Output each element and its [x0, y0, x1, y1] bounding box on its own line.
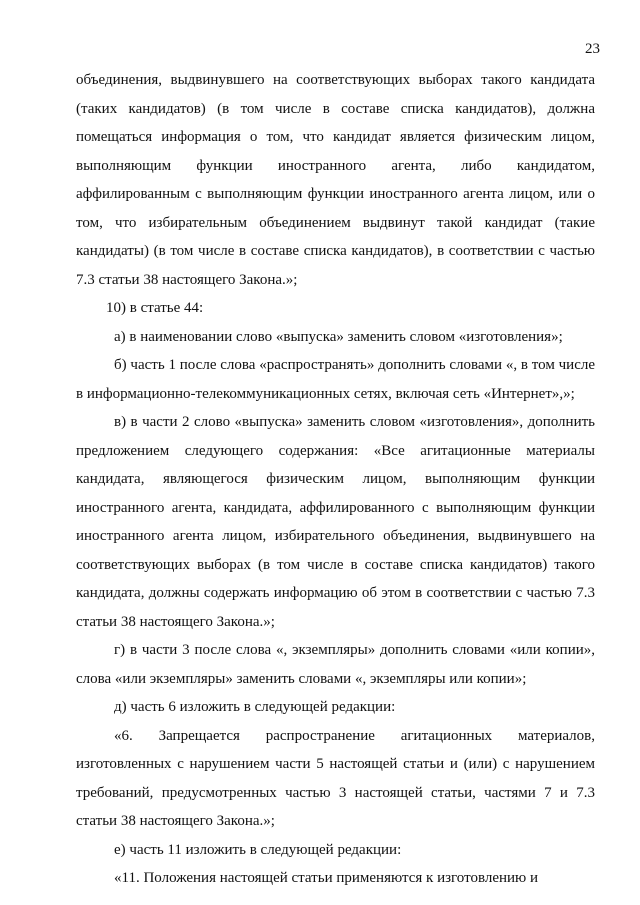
paragraph-item-10: 10) в статье 44: [106, 300, 204, 316]
paragraph-subitem-e: е) часть 11 изложить в следующей редакции: [114, 841, 402, 858]
paragraph-subitem-g: г) в части 3 после слова «, экземпляры» дополнить словами «или копии», слова «или экземпляры» заменить словами «, экземпляры или копии»; [76, 642, 595, 687]
paragraph-subitem-v: в) в части 2 слово «выпуска» заменить словом «изготовления», дополнить предложением следующего содержания: «Все агитационные материалы кандидата, являющегося физическим лицом, выполняющим функции иностранного агента, кандидата, аффилированного с выполняющим функции иностранного агента лицом, избирательного объединения, выдвинувшего на соответствующих выборах (в том числе в составе списка кандидатов) такого кандидата, должны содержать информацию об этом в соответствии с частью 7.3 статьи 38 настоящего Закона.»; [76, 414, 595, 630]
paragraph-subitem-a: а) в наименовании слово «выпуска» заменить словом «изготовления»; [114, 328, 563, 345]
paragraph-quote-part-6: «6. Запрещается распространение агитационных материалов, изготовленных с нарушением части 5 настоящей статьи и (или) с нарушением требований, предусмотренных частью 3 настоящей статьи, частями 7 и 7.3 статьи 38 настоящего Закона.»; [76, 727, 595, 829]
paragraph-continuation: объединения, выдвинувшего на соответствующих выборах такого кандидата (таких кандидатов) (в том числе в составе списка кандидатов), должна помещаться информация о том, что кандидат является физическим лицом, выполняющим функции иностранного агента, либо кандидатом, аффилированным с выполняющим функции иностранного агента лицом, или о том, что избирательным объединением выдвинут такой кандидат (такие кандидаты) (в том числе в составе списка кандидатов), в соответствии с частью 7.3 статьи 38 настоящего Закона.»; [76, 72, 595, 288]
paragraph-quote-part-11: «11. Положения настоящей статьи применяются к изготовлению и [114, 870, 539, 886]
paragraph-subitem-d: д) часть 6 изложить в следующей редакции: [114, 699, 396, 715]
document-body [76, 66, 595, 893]
paragraph-subitem-b: б) часть 1 после слова «распространять» дополнить словами «, в том числе в информационно-телекоммуникационных сетях, включая сеть «Интернет»,»; [76, 357, 595, 402]
page-number: 23 [585, 41, 600, 57]
